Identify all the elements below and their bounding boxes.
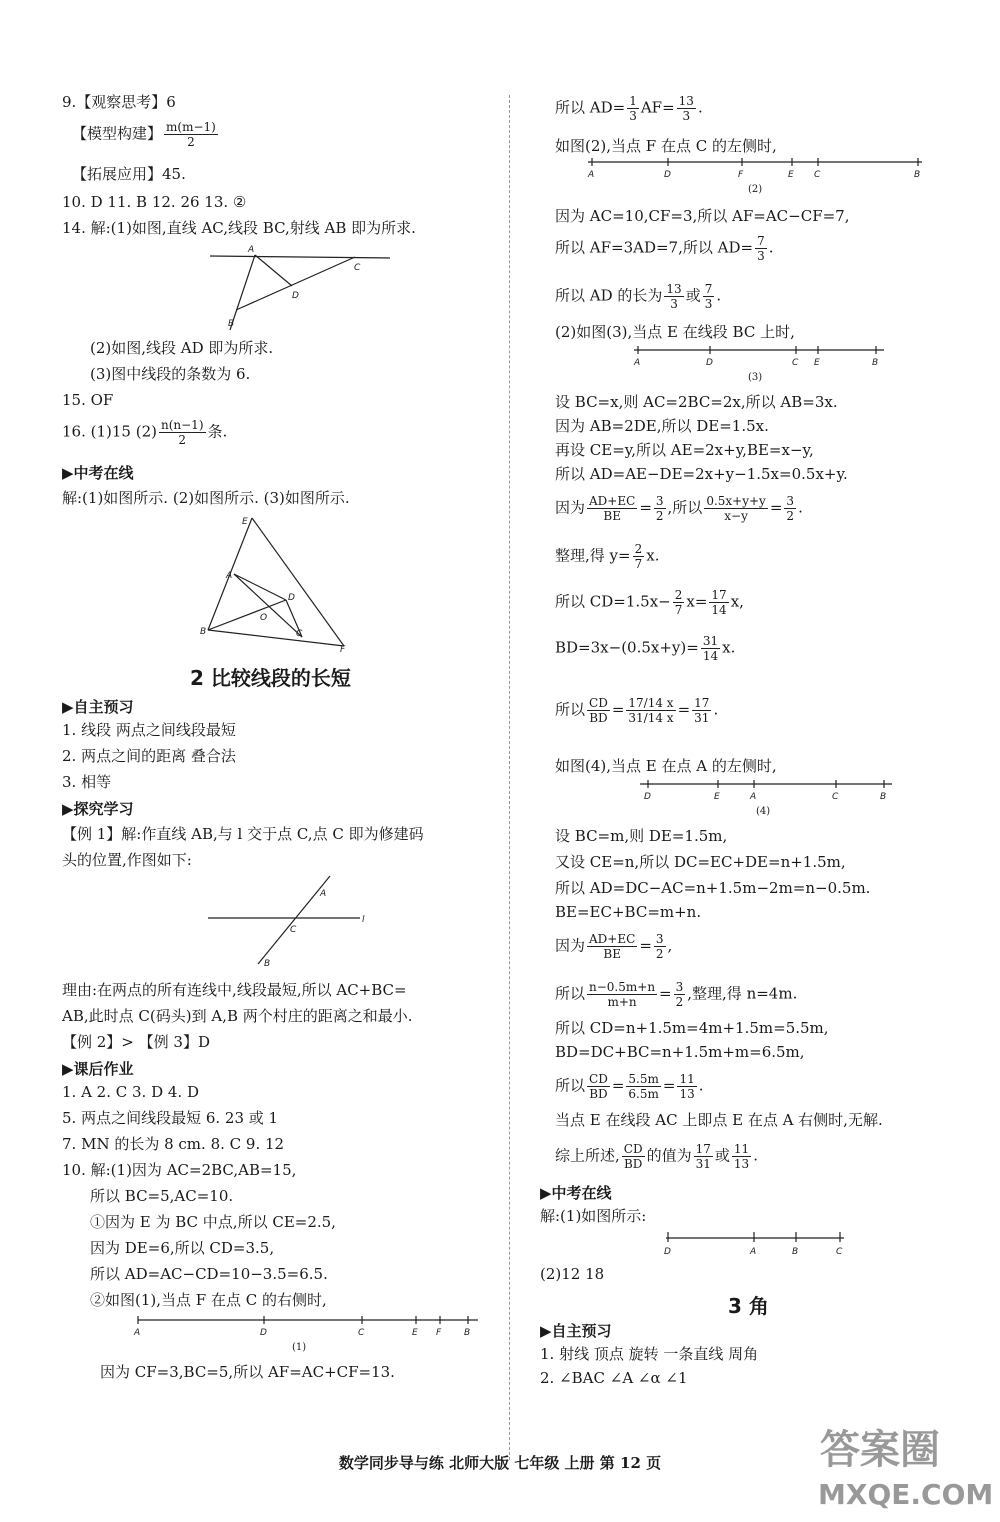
fig-label: A xyxy=(248,245,255,255)
reason-cont: AB,此时点 C(码头)到 A,B 两个村庄的距离之和最小. xyxy=(62,1007,413,1025)
section-zhongkao-2: ▶中考在线 xyxy=(540,1184,612,1202)
watermark-logo: 答案圈 xyxy=(820,1427,940,1473)
watermark-url: MXQE.COM xyxy=(818,1478,994,1511)
fig-label: A xyxy=(134,1328,141,1338)
zhongkao-answer: 解:(1)如图所示. (2)如图所示. (3)如图所示. xyxy=(62,489,350,507)
preview-3: 3. 相等 xyxy=(62,773,112,791)
answer-14-3: (3)图中线段的条数为 6. xyxy=(90,365,251,383)
r-line-2: 如图(2),当点 F 在点 C 的左侧时, xyxy=(555,137,777,155)
page-footer: 数学同步导与练 北师大版 七年级 上册 第 12 页 xyxy=(338,1454,662,1472)
r-line-7: 设 BC=x,则 AC=2BC=2x,所以 AB=3x. xyxy=(555,393,838,411)
hw-10-c: 因为 DE=6,所以 CD=3.5, xyxy=(90,1239,275,1257)
fig-caption-3: (3) xyxy=(748,372,763,383)
example-1: 【例 1】解:作直线 AB,与 l 交于点 C,点 C 即为修建码 xyxy=(62,825,424,843)
preview-1: 1. 线段 两点之间线段最短 xyxy=(62,721,236,739)
r-line-15: 所以 $\frac{CD}{BD}$ = $\frac{17/14 x}{31/14 x}$ = $\frac{17}{31}$ . xyxy=(555,696,719,725)
preview-2: 2. 两点之间的距离 叠合法 xyxy=(62,747,236,765)
fig-caption-2: (2) xyxy=(748,184,763,195)
r-line-20: BE=EC+BC=m+n. xyxy=(555,903,702,921)
hw-10-d: 所以 AD=AC−CD=10−3.5=6.5. xyxy=(90,1265,328,1283)
r-line-24: BD=DC+BC=n+1.5m+m=6.5m, xyxy=(555,1043,805,1061)
fig-caption-1: (1) xyxy=(292,1342,307,1353)
fig-label: O xyxy=(260,613,268,623)
r-line-16: 如图(4),当点 E 在点 A 的左侧时, xyxy=(555,757,777,775)
answer-9-model: 【模型构建】 $\frac{m(m-1)}{2}$ xyxy=(72,120,216,149)
fig-label: D xyxy=(644,792,651,802)
fig-caption-4: (4) xyxy=(756,806,771,817)
hw-10-f: 因为 CF=3,BC=5,所以 AF=AC+CF=13. xyxy=(100,1363,395,1381)
answer-9: 9.【观察思考】6 xyxy=(62,93,176,111)
section-zizhu-2: ▶自主预习 xyxy=(540,1322,612,1340)
r-line-28: 解:(1)如图所示: xyxy=(540,1207,647,1225)
r-line-14: BD=3x−(0.5x+y)= $\frac{31}{14}$ x. xyxy=(555,634,736,663)
section-title-2: 2 比较线段的长短 xyxy=(190,666,351,690)
r-line-3: 因为 AC=10,CF=3,所以 AF=AC−CF=7, xyxy=(555,207,850,225)
fig-label: E xyxy=(412,1328,418,1338)
fig-label: D xyxy=(260,1328,267,1338)
hw-10-a: 所以 BC=5,AC=10. xyxy=(90,1187,234,1205)
fig-label: C xyxy=(792,358,799,368)
r-line-19: 所以 AD=DC−AC=n+1.5m−2m=n−0.5m. xyxy=(555,879,871,897)
r-line-6: (2)如图(3),当点 E 在线段 BC 上时, xyxy=(555,323,795,341)
fig-label: D xyxy=(664,170,671,180)
example-2-3: 【例 2】> 【例 3】D xyxy=(62,1033,210,1051)
triangle-figure xyxy=(200,242,400,334)
fig-label: C xyxy=(814,170,821,180)
number-line-5 xyxy=(660,1228,860,1256)
r-line-29: (2)12 18 xyxy=(540,1265,605,1283)
fig-label: C xyxy=(836,1247,843,1256)
fig-label: D xyxy=(664,1247,671,1256)
fig-label: B xyxy=(464,1328,471,1338)
r-line-1: 所以 AD= $\frac{1}{3}$ AF= $\frac{13}{3}$ . xyxy=(555,94,703,123)
number-line-3 xyxy=(630,344,890,368)
section-tanjiu: ▶探究学习 xyxy=(62,800,134,818)
fig-label: B xyxy=(792,1247,799,1256)
fig-label: A xyxy=(226,571,233,581)
fig-label: B xyxy=(228,319,235,329)
r-line-9: 再设 CE=y,所以 AE=2x+y,BE=x−y, xyxy=(555,441,814,459)
r-line-18: 又设 CE=n,所以 DC=EC+DE=n+1.5m, xyxy=(555,853,846,871)
number-line-4 xyxy=(636,778,896,802)
fig-label: E xyxy=(242,517,248,527)
r-line-12: 整理,得 y= $\frac{2}{7}$ x. xyxy=(555,542,660,571)
fig-label: C xyxy=(354,263,361,273)
fig-label: A xyxy=(588,170,595,180)
hw-5-6: 5. 两点之间线段最短 6. 23 或 1 xyxy=(62,1109,279,1127)
fig-label: A xyxy=(634,358,641,368)
fig-label: E xyxy=(714,792,720,802)
fig-label: A xyxy=(750,792,757,802)
number-line-1 xyxy=(128,1314,488,1338)
fig-label: l xyxy=(362,915,365,925)
section-zizhu: ▶自主预习 xyxy=(62,698,134,716)
fig-label: F xyxy=(340,645,346,654)
fig-label: A xyxy=(750,1247,757,1256)
fig-label: E xyxy=(814,358,820,368)
r-line-22: 所以 $\frac{n-0.5m+n}{m+n}$ = $\frac{3}{2}$ ,整理,得 n=4m. xyxy=(555,980,798,1009)
fig-label: D xyxy=(706,358,713,368)
r-line-31: 2. ∠BAC ∠A ∠α ∠1 xyxy=(540,1369,688,1387)
answer-15: 15. OF xyxy=(62,391,114,409)
geometry-figure xyxy=(196,512,366,654)
hw-1-4: 1. A 2. C 3. D 4. D xyxy=(62,1083,199,1101)
answer-14-2: (2)如图,线段 AD 即为所求. xyxy=(90,339,274,357)
fig-label: B xyxy=(264,959,271,969)
hw-7-9: 7. MN 的长为 8 cm. 8. C 9. 12 xyxy=(62,1135,285,1153)
r-line-21: 因为 $\frac{AD+EC}{BE}$ = $\frac{3}{2}$ , xyxy=(555,932,673,961)
example-1-cont: 头的位置,作图如下: xyxy=(62,851,192,869)
fig-label: B xyxy=(200,627,207,637)
answers-10-13: 10. D 11. B 12. 26 13. ② xyxy=(62,193,247,211)
r-line-4: 所以 AF=3AD=7,所以 AD= $\frac{7}{3}$ . xyxy=(555,234,774,263)
answer-14: 14. 解:(1)如图,直线 AC,线段 BC,射线 AB 即为所求. xyxy=(62,219,416,237)
r-line-25: 所以 $\frac{CD}{BD}$ = $\frac{5.5m}{6.5m}$ = $\frac{11}{13}$ . xyxy=(555,1072,704,1101)
section-zhongkao: ▶中考在线 xyxy=(62,464,134,482)
fig-label: A xyxy=(320,889,327,899)
fig-label: C xyxy=(290,925,297,935)
fig-label: D xyxy=(292,291,299,301)
fig-label: F xyxy=(738,170,744,180)
section-title-3: 3 角 xyxy=(728,1294,769,1318)
r-line-11: 因为 $\frac{AD+EC}{BE}$ = $\frac{3}{2}$ ,所以 $\frac{0.5x+y+y}{x-y}$ = $\frac{3}{2}$ . xyxy=(555,494,803,523)
r-line-26: 当点 E 在线段 AC 上即点 E 在点 A 右侧时,无解. xyxy=(555,1111,883,1129)
r-line-30: 1. 射线 顶点 旋转 一条直线 周角 xyxy=(540,1345,759,1363)
hw-10-b: ①因为 E 为 BC 中点,所以 CE=2.5, xyxy=(90,1213,336,1231)
section-kehou: ▶课后作业 xyxy=(62,1060,134,1078)
r-line-23: 所以 CD=n+1.5m=4m+1.5m=5.5m, xyxy=(555,1019,829,1037)
r-line-8: 因为 AB=2DE,所以 DE=1.5x. xyxy=(555,417,769,435)
column-divider xyxy=(509,95,510,1460)
r-line-13: 所以 CD=1.5x− $\frac{2}{7}$ x= $\frac{17}{14}$ x, xyxy=(555,588,744,617)
fig-label: B xyxy=(872,358,879,368)
fig-label: C xyxy=(296,629,303,639)
fig-label: E xyxy=(788,170,794,180)
fig-label: C xyxy=(358,1328,365,1338)
answer-16: 16. (1)15 (2) $\frac{n(n-1)}{2}$ 条. xyxy=(62,418,228,447)
r-line-17: 设 BC=m,则 DE=1.5m, xyxy=(555,827,728,845)
fig-label: C xyxy=(832,792,839,802)
river-figure xyxy=(200,872,370,972)
fig-label: B xyxy=(914,170,921,180)
fig-label: D xyxy=(288,593,295,603)
r-line-27: 综上所述, $\frac{CD}{BD}$ 的值为 $\frac{17}{31}$ 或 $\frac{11}{13}$ . xyxy=(555,1142,758,1171)
hw-10: 10. 解:(1)因为 AC=2BC,AB=15, xyxy=(62,1161,297,1179)
r-line-5: 所以 AD 的长为 $\frac{13}{3}$ 或 $\frac{7}{3}$ . xyxy=(555,282,722,311)
fig-label: F xyxy=(436,1328,442,1338)
answer-9-apply: 【拓展应用】45. xyxy=(72,165,186,183)
r-line-10: 所以 AD=AE−DE=2x+y−1.5x=0.5x+y. xyxy=(555,465,848,483)
hw-10-e: ②如图(1),当点 F 在点 C 的右侧时, xyxy=(90,1291,327,1309)
fig-label: B xyxy=(880,792,887,802)
number-line-2 xyxy=(580,156,930,180)
reason: 理由:在两点的所有连线中,线段最短,所以 AC+BC= xyxy=(62,981,407,999)
